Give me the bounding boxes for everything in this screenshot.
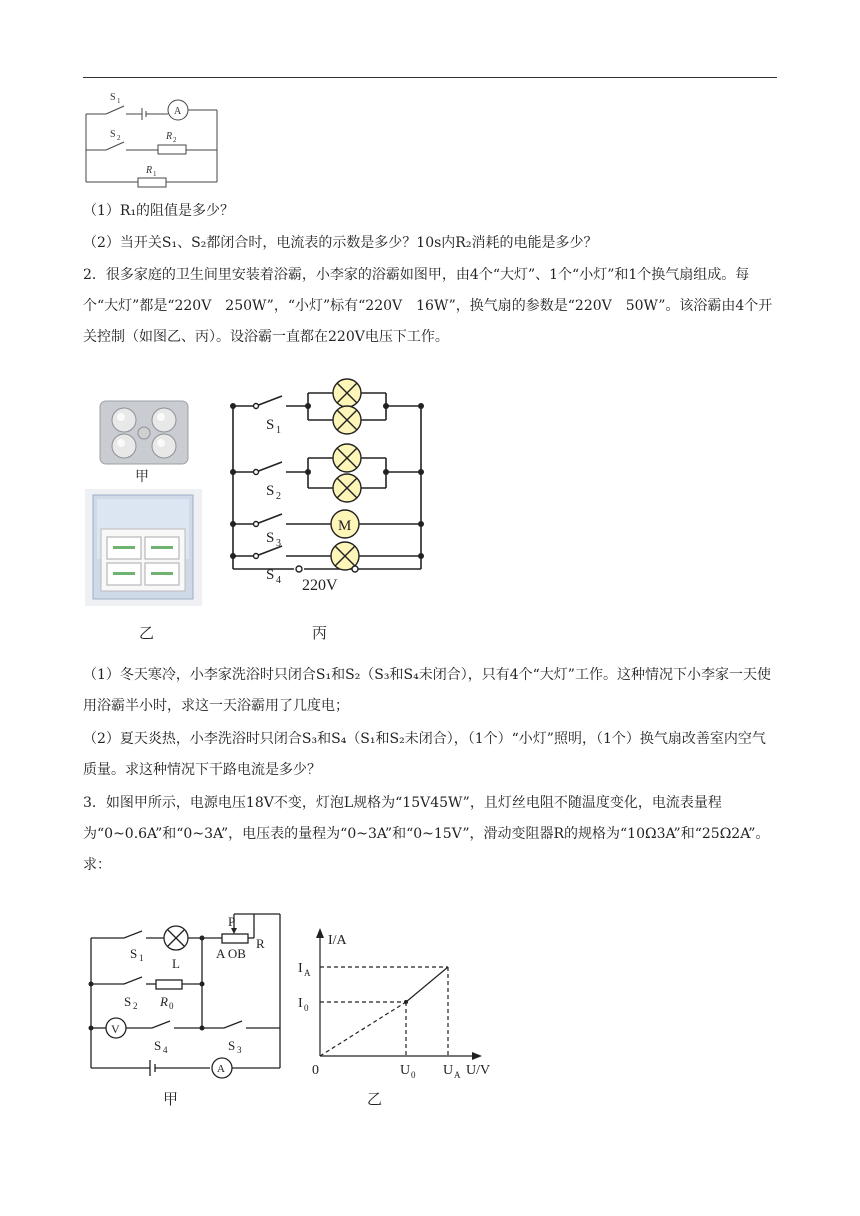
voltage-label: 220V [302, 577, 338, 594]
svg-text:A: A [454, 1070, 461, 1080]
q2-sub2: （2）夏天炎热，小李洗浴时只闭合S₃和S₄（S₁和S₂未闭合），（1个）“小灯”照明，（1个）换气扇改善室内空气质量。求这种情况下干路电流是多少？ [83, 731, 766, 778]
svg-text:1: 1 [117, 97, 121, 105]
q1-sub1: （1）R₁的阻值是多少？ [83, 203, 235, 219]
bath-heater-photo [99, 400, 189, 465]
graph-ia-label: I [298, 961, 303, 976]
q3-s1-label: S [130, 946, 138, 961]
switch-s4-label: S [266, 567, 275, 583]
svg-text:A: A [304, 968, 311, 978]
svg-text:2: 2 [276, 491, 281, 502]
q1-circuit-diagram [80, 86, 225, 188]
q3-s2-label: S [124, 994, 132, 1009]
q3-fig-jia-label: 甲 [163, 1090, 179, 1108]
svg-text:1: 1 [276, 425, 281, 436]
switch-s2-label: S [266, 483, 275, 499]
svg-text:4: 4 [163, 1045, 168, 1055]
q2-stem: 2．很多家庭的卫生间里安装着浴霸，小李家的浴霸如图甲，由4个“大灯”、1个“小灯”和1个换气扇组成。每个“大灯”都是“220V 250W”，“小灯”标有“220V 16W”，换气扇的参数是“220V 50W”。该浴霸由4个开关控制（如图乙、丙）。设浴霸一直都在220V电压下工作。 [83, 267, 773, 345]
svg-text:3: 3 [237, 1045, 242, 1055]
switch-s3-label: S [266, 530, 275, 546]
q3-stem: 3．如图甲所示，电源电压18V不变，灯泡L规格为“15V45W”，且灯丝电阻不随温度变化，电流表量程为“0~0.6A”和“0~3A”，电压表的量程为“0~3A”和“0~15V”，滑动变阻器R的规格为“10Ω3A”和“25Ω2A”。求： [83, 795, 770, 873]
switch-panel-photo [85, 489, 202, 606]
q3-s4-label: S [154, 1038, 162, 1053]
q3-s3-label: S [228, 1038, 236, 1053]
fig-yi-label: 乙 [139, 624, 155, 642]
graph-ylabel: I/A [328, 933, 347, 948]
graph-u0-label: U [400, 1063, 411, 1078]
svg-text:2: 2 [173, 136, 177, 144]
graph-xlabel: U/V [466, 1063, 491, 1078]
switch-s1-label: S [266, 417, 275, 433]
iu-graph [296, 924, 506, 1084]
graph-i0-label: I [298, 996, 303, 1011]
svg-text:4: 4 [276, 575, 281, 586]
q3-ammeter-label: A [217, 1063, 225, 1075]
graph-ua-label: U [443, 1063, 454, 1078]
q1-s1-label: S [110, 92, 116, 103]
svg-text:1: 1 [139, 953, 144, 963]
fig-bing-label: 丙 [312, 624, 328, 642]
rheostat-aob-label: A OB [216, 946, 246, 961]
slider-p-label: P [228, 914, 236, 929]
q3-circuit-diagram [84, 904, 284, 1084]
q1-ammeter-label: A [174, 106, 182, 117]
motor-label: M [338, 518, 352, 534]
lamp-l-label: L [172, 956, 180, 971]
bath-heater-circuit [226, 376, 426, 620]
svg-text:0: 0 [169, 1001, 174, 1011]
svg-text:2: 2 [133, 1001, 138, 1011]
rheostat-r-label: R [256, 936, 265, 951]
voltmeter-label: V [111, 1022, 120, 1036]
graph-origin: 0 [312, 1063, 319, 1078]
svg-text:0: 0 [304, 1003, 309, 1013]
q1-sub2: （2）当开关S₁、S₂都闭合时，电流表的示数是多少？10s内R₂消耗的电能是多少？ [83, 235, 598, 251]
q1-r2-label: R [166, 131, 173, 142]
r0-label: R [160, 994, 168, 1009]
svg-text:0: 0 [411, 1070, 416, 1080]
q2-sub1: （1）冬天寒冷，小李家洗浴时只闭合S₁和S₂（S₃和S₄未闭合），只有4个“大灯”工作。这种情况下小李家一天使用浴霸半小时，求这一天浴霸用了几度电； [83, 667, 771, 714]
svg-text:1: 1 [153, 170, 157, 178]
svg-text:3: 3 [276, 538, 281, 549]
q1-s2-label: S [110, 129, 116, 140]
svg-text:2: 2 [117, 134, 121, 142]
header-rule [83, 77, 777, 78]
q3-fig-yi-label: 乙 [367, 1090, 383, 1108]
q1-r1-label: R [146, 165, 153, 176]
fig-jia-label: 甲 [135, 469, 149, 485]
